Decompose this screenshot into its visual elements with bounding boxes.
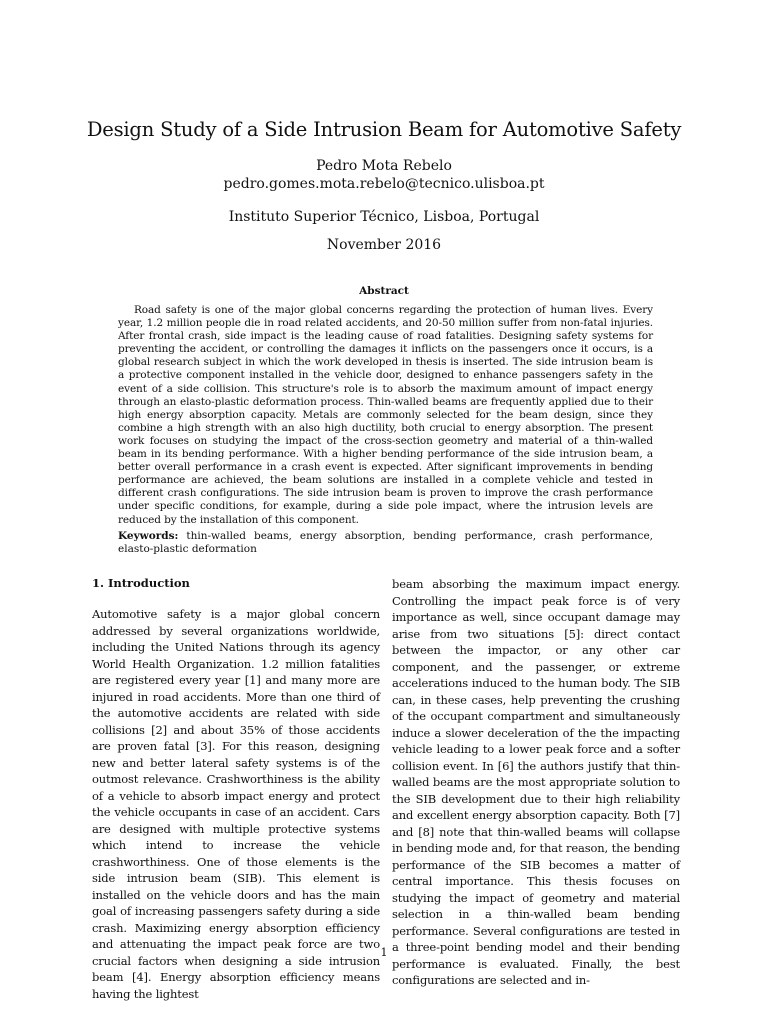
affiliation: Instituto Superior Técnico, Lisboa, Portugal xyxy=(228,209,540,225)
introduction-text-right: beam absorbing the maximum impact energy. Controlling the impact peak force is of very importance as well, since occupant damage may arise from two situations [5]: direct contact between the impactor, or any other car component, and the passenger, or extreme accelerations induced to the human body. The SIB can, in these cases, help preventing the crushing of the occupant compartment and simultaneously induce a slower deceleration of the the impacting vehicle leading to a lower peak force and a softer collision event. In [6] the authors justify that thin-walled beams are the most appropriate solution to the SIB development due to their high reliability and excellent energy absorption capacity. Both [7] and [8] note that thin-walled beams will collapse in bending mode and, for that reason, the bending performance of the SIB becomes a matter of central importance. This thesis focuses on studying the impact of geometry and material selection in a thin-walled beam bending performance. Several configurations are tested in a three-point bending model and their bending performance is evaluated. Finally, the best configurations are selected and in- xyxy=(392,577,680,987)
introduction-text-left: Automotive safety is a major global concern addressed by several organizations worldwide, including the United Nations through its agency World Health Organization. 1.2 million fatalities are registered every year [1] and many more are injured in road accidents. More than one third of the automotive accidents are related with side collisions [2] and about 35% of those accidents are proven fatal [3]. For this reason, designing new and better lateral safety systems is of the outmost relevance. Crashworthiness is the ability of a vehicle to absorb impact energy and protect the vehicle occupants in case of an accident. Cars are designed with multiple protective systems which intend to increase the vehicle crashworthiness. One of those elements is the side intrusion beam (SIB). This element is installed on the vehicle doors and has the main goal of increasing passengers safety during a side crash. Maximizing energy absorption efficiency and attenuating the impact peak force are two crucial factors when designing a side intrusion beam [4]. Energy absorption efficiency means having the lightest xyxy=(92,607,380,1001)
publication-date: November 2016 xyxy=(326,237,442,253)
right-column xyxy=(392,576,680,989)
keywords-label: Keywords: xyxy=(118,530,179,542)
paper-title: Design Study of a Side Intrusion Beam for Automotive Safety xyxy=(86,118,682,141)
section-heading-introduction: 1. Introduction xyxy=(92,576,190,590)
keywords-text: thin-walled beams, energy absorption, bending performance, crash performance, elasto-plastic deformation xyxy=(118,530,653,556)
page-number: 1 xyxy=(380,946,388,959)
abstract-heading: Abstract xyxy=(359,285,409,297)
author-email: pedro.gomes.mota.rebelo@tecnico.ulisboa.pt xyxy=(223,176,545,192)
keywords xyxy=(118,530,653,556)
abstract-text: Road safety is one of the major global concerns regarding the protection of human lives. Every year, 1.2 million people die in road related accidents, and 20-50 million suffer from non-fatal injuries. After frontal crash, side impact is the leading cause of road fatalities. Designing safety systems for preventing the accident, or controlling the damages it inflicts on the passengers once it occurs, is a global research subject in which the work developed in thesis is inserted. The side intrusion beam is a protective component installed in the vehicle door, designed to enhance passengers safety in the event of a side collision. This structure's role is to absorb the maximum amount of impact energy through an elasto-plastic deformation process. Thin-walled beams are frequently applied due to their high energy absorption capacity. Metals are commonly selected for the beam design, since they combine a high strength with an also high ductility, both crucial to energy absorption. The present work focuses on studying the impact of the cross-section geometry and material of a thin-walled beam in its bending performance. With a higher bending performance of the side intrusion beam, a better overall performance in a crash event is expected. After significant improvements in bending performance are achieved, the beam solutions are installed in a complete vehicle and tested in different crash configurations. The side intrusion beam is proven to improve the crash performance under specific conditions, for example, during a side pole impact, where the intrusion levels are reduced by the installation of this component. xyxy=(118,304,653,526)
author-name: Pedro Mota Rebelo xyxy=(316,158,452,174)
left-column xyxy=(92,576,380,1002)
